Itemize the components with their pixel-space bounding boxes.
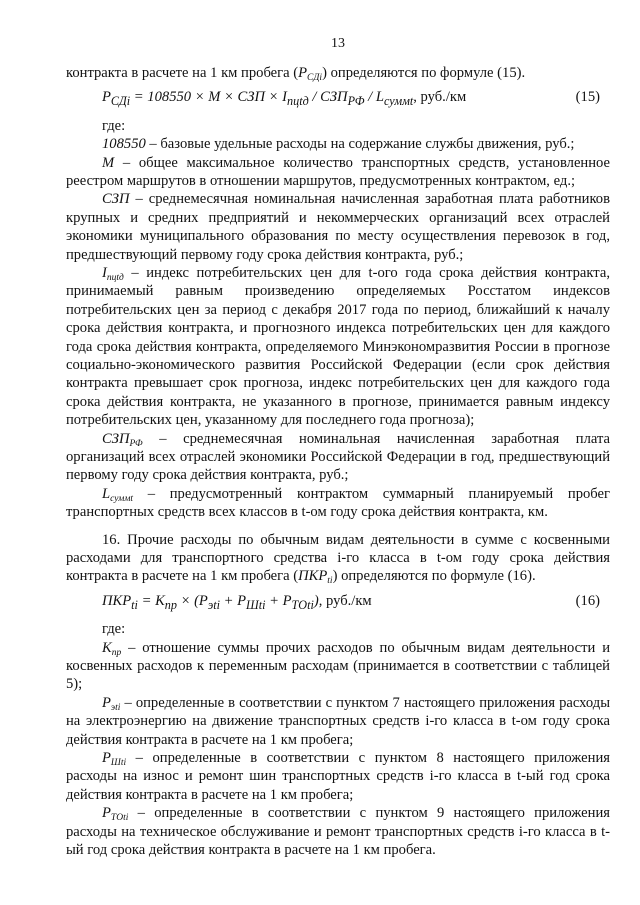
definition-item: $К_{пр}$ – отношение суммы прочих расходов по обычным видам деятельности и косвенных расходов к переменным расходам (принимается в соответствии с таблицей 5); <box>66 639 610 693</box>
definition-item: $СЗП_{РФ}$ – среднемесячная номинальная начисленная заработная плата организаций всех отраслей экономики Российской Федерации в год, предшествующий первому году срока действия контракта, руб.; <box>66 430 610 484</box>
definition-item: 108550 – базовые удельные расходы на содержание службы движения, руб.; <box>102 136 575 153</box>
definition-item: $Р_{ТОti}$ – определенные в соответствии с пунктом 9 настоящего приложения расходы на техническое обслуживание и ремонт транспортных средств i-го класса в t-ый год срока действия контракта в расчете на 1 км пробега. <box>66 805 610 859</box>
definition-item: $L_{суммt}$ – предусмотренный контрактом суммарный планируемый пробег транспортных средств всех классов в t-ом году срока действия контракта, км. <box>66 485 610 521</box>
definition-item: СЗП – среднемесячная номинальная начисленная заработная плата работников крупных и средних предприятий и некоммерческих организаций всех отраслей экономики муниципального образования по месту осуществления перевозок в год, предшествующий первому году срока действия контракта, руб.; <box>66 191 610 263</box>
formula-number-16: (16) <box>575 592 600 609</box>
intro-paragraph-15: контракта в расчете на 1 км пробега $(Р_{СДi})$ определяются по формуле (15). <box>66 65 526 83</box>
definitions-16 <box>66 639 610 860</box>
definition-item: $Р_{Шti}$ – определенные в соответствии с пунктом 8 настоящего приложения расходы на износ и ремонт шин транспортных средств i-го класса в t-ый год срока действия контракта в расчете на 1 км пробега; <box>66 750 610 803</box>
definition-item: $I_{пцtд}$ – индекс потребительских цен для t-ого года срока действия контракта, принимаемый равным произведению определяемых Росстатом индексов потребительских цен за период с декабря 2017 года по период, ближайший к началу срока действия контракта, и прогнозного индекса потребительских цен для каждого года срока действия контракта, определяемого Минэкономразвития России в прогнозе социально-экономического развития Российской Федерации (если срок действия контракта превышает срок прогноза, индекс потребительских цен для каждого года срока действия контракта, не указанного в прогнозе, принимается равным индексу потребительских цен, указанному для последнего года прогноза); <box>66 264 610 429</box>
page-body <box>66 64 610 859</box>
formula-number-15: (15) <box>575 89 600 106</box>
where-label-15: где: <box>102 117 126 134</box>
definitions-15 <box>66 135 610 522</box>
page-number: 13 <box>331 36 345 51</box>
definition-item: $Р_{эti}$ – определенные в соответствии с пунктом 7 настоящего приложения расходы на электроэнергию на движение транспортных средств i-го класса в t-ом году срока действия контракта в расчете на 1 км пробега; <box>66 694 610 748</box>
definition-item: М – общее максимальное количество транспортных средств, установленное реестром маршрутов в отношении маршрутов, предусмотренных контрактом, ед.; <box>66 154 610 189</box>
formula-16: $ПКР_{ti} = К_{пр} \times (Р_{эti} + Р_{Шti} + Р_{ТОti})$, руб./км (16) <box>102 592 600 612</box>
formula-15: $Р_{СДi} = 108550 \times М$ × СЗП × $I_{пцtд} / СЗП_{РФ} / L_{суммt}$, руб./км (15) <box>102 89 600 109</box>
section-16-paragraph: 16. Прочие расходы по обычным видам деятельности в сумме с косвенными расходами для транспортного средства i-го класса в t-ом году срока действия контракта в расчете на 1 км пробега $(ПКР_{ti})$ определяются по формуле (16). <box>66 531 610 587</box>
where-label-16: где: <box>102 621 126 638</box>
